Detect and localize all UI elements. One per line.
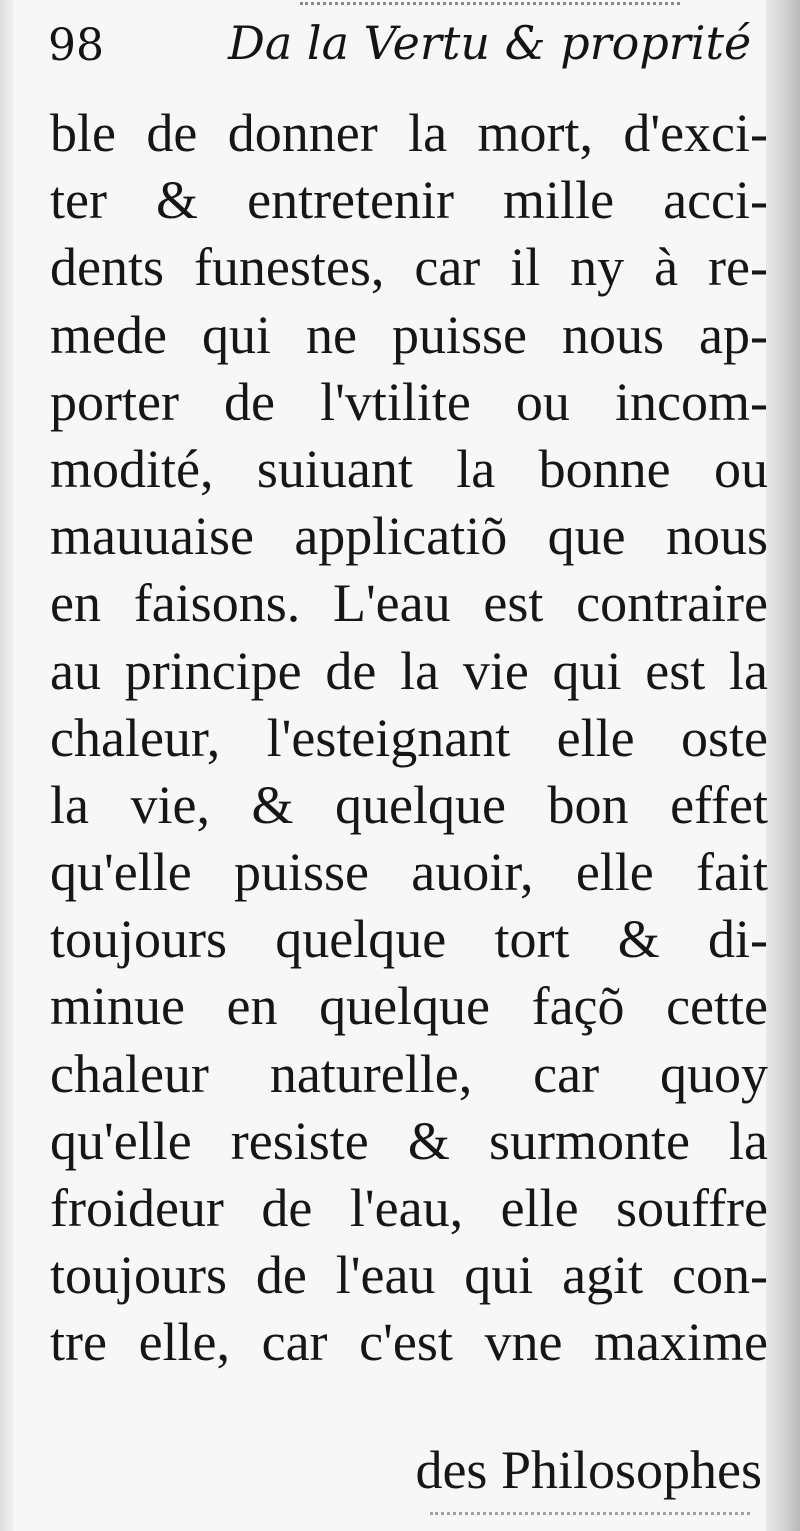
page-header [48, 16, 752, 88]
bottom-border-rule [430, 1512, 750, 1519]
text-line: ter & entretenir mille acci- [50, 170, 768, 231]
text-line: mede qui ne puisse nous ap- [50, 304, 768, 365]
text-line: minue en quelque façõ cette [50, 976, 768, 1037]
page-left-edge [0, 0, 14, 1531]
page-number: 98 [48, 20, 104, 71]
running-head: Da la Vertu & proprité [228, 16, 752, 70]
top-border-rule [300, 2, 680, 9]
catchword: des Philosophes [415, 1440, 762, 1500]
text-line: qu'elle puisse auoir, elle fait [50, 842, 768, 903]
text-line: froideur de l'eau, elle souffre [50, 1178, 768, 1238]
text-line: au principe de la vie qui est la [50, 640, 768, 701]
text-line: toujours quelque tort & di- [50, 909, 768, 970]
text-line: chaleur, l'esteignant elle oste [50, 707, 768, 768]
page-right-edge-shadow [766, 0, 800, 1531]
text-line: modité, suiuant la bonne ou [50, 438, 768, 499]
text-line: chaleur naturelle, car quoy [50, 1043, 768, 1104]
text-line: mauuaise applicatiõ que nous [50, 506, 768, 567]
text-line: en faisons. L'eau est contraire [50, 573, 768, 634]
text-line: qu'elle resiste & surmonte la [50, 1110, 768, 1171]
body-text [50, 100, 768, 1377]
text-line: dents funestes, car il ny à re- [50, 237, 768, 298]
text-line: toujours de l'eau qui agit con- [50, 1245, 768, 1306]
text-line: tre elle, car c'est vne maxime [50, 1312, 768, 1373]
text-line: ble de donner la mort, d'exci- [50, 103, 768, 163]
text-line: porter de l'vtilite ou incom- [50, 371, 768, 432]
text-line: la vie, & quelque bon effet [50, 774, 768, 835]
